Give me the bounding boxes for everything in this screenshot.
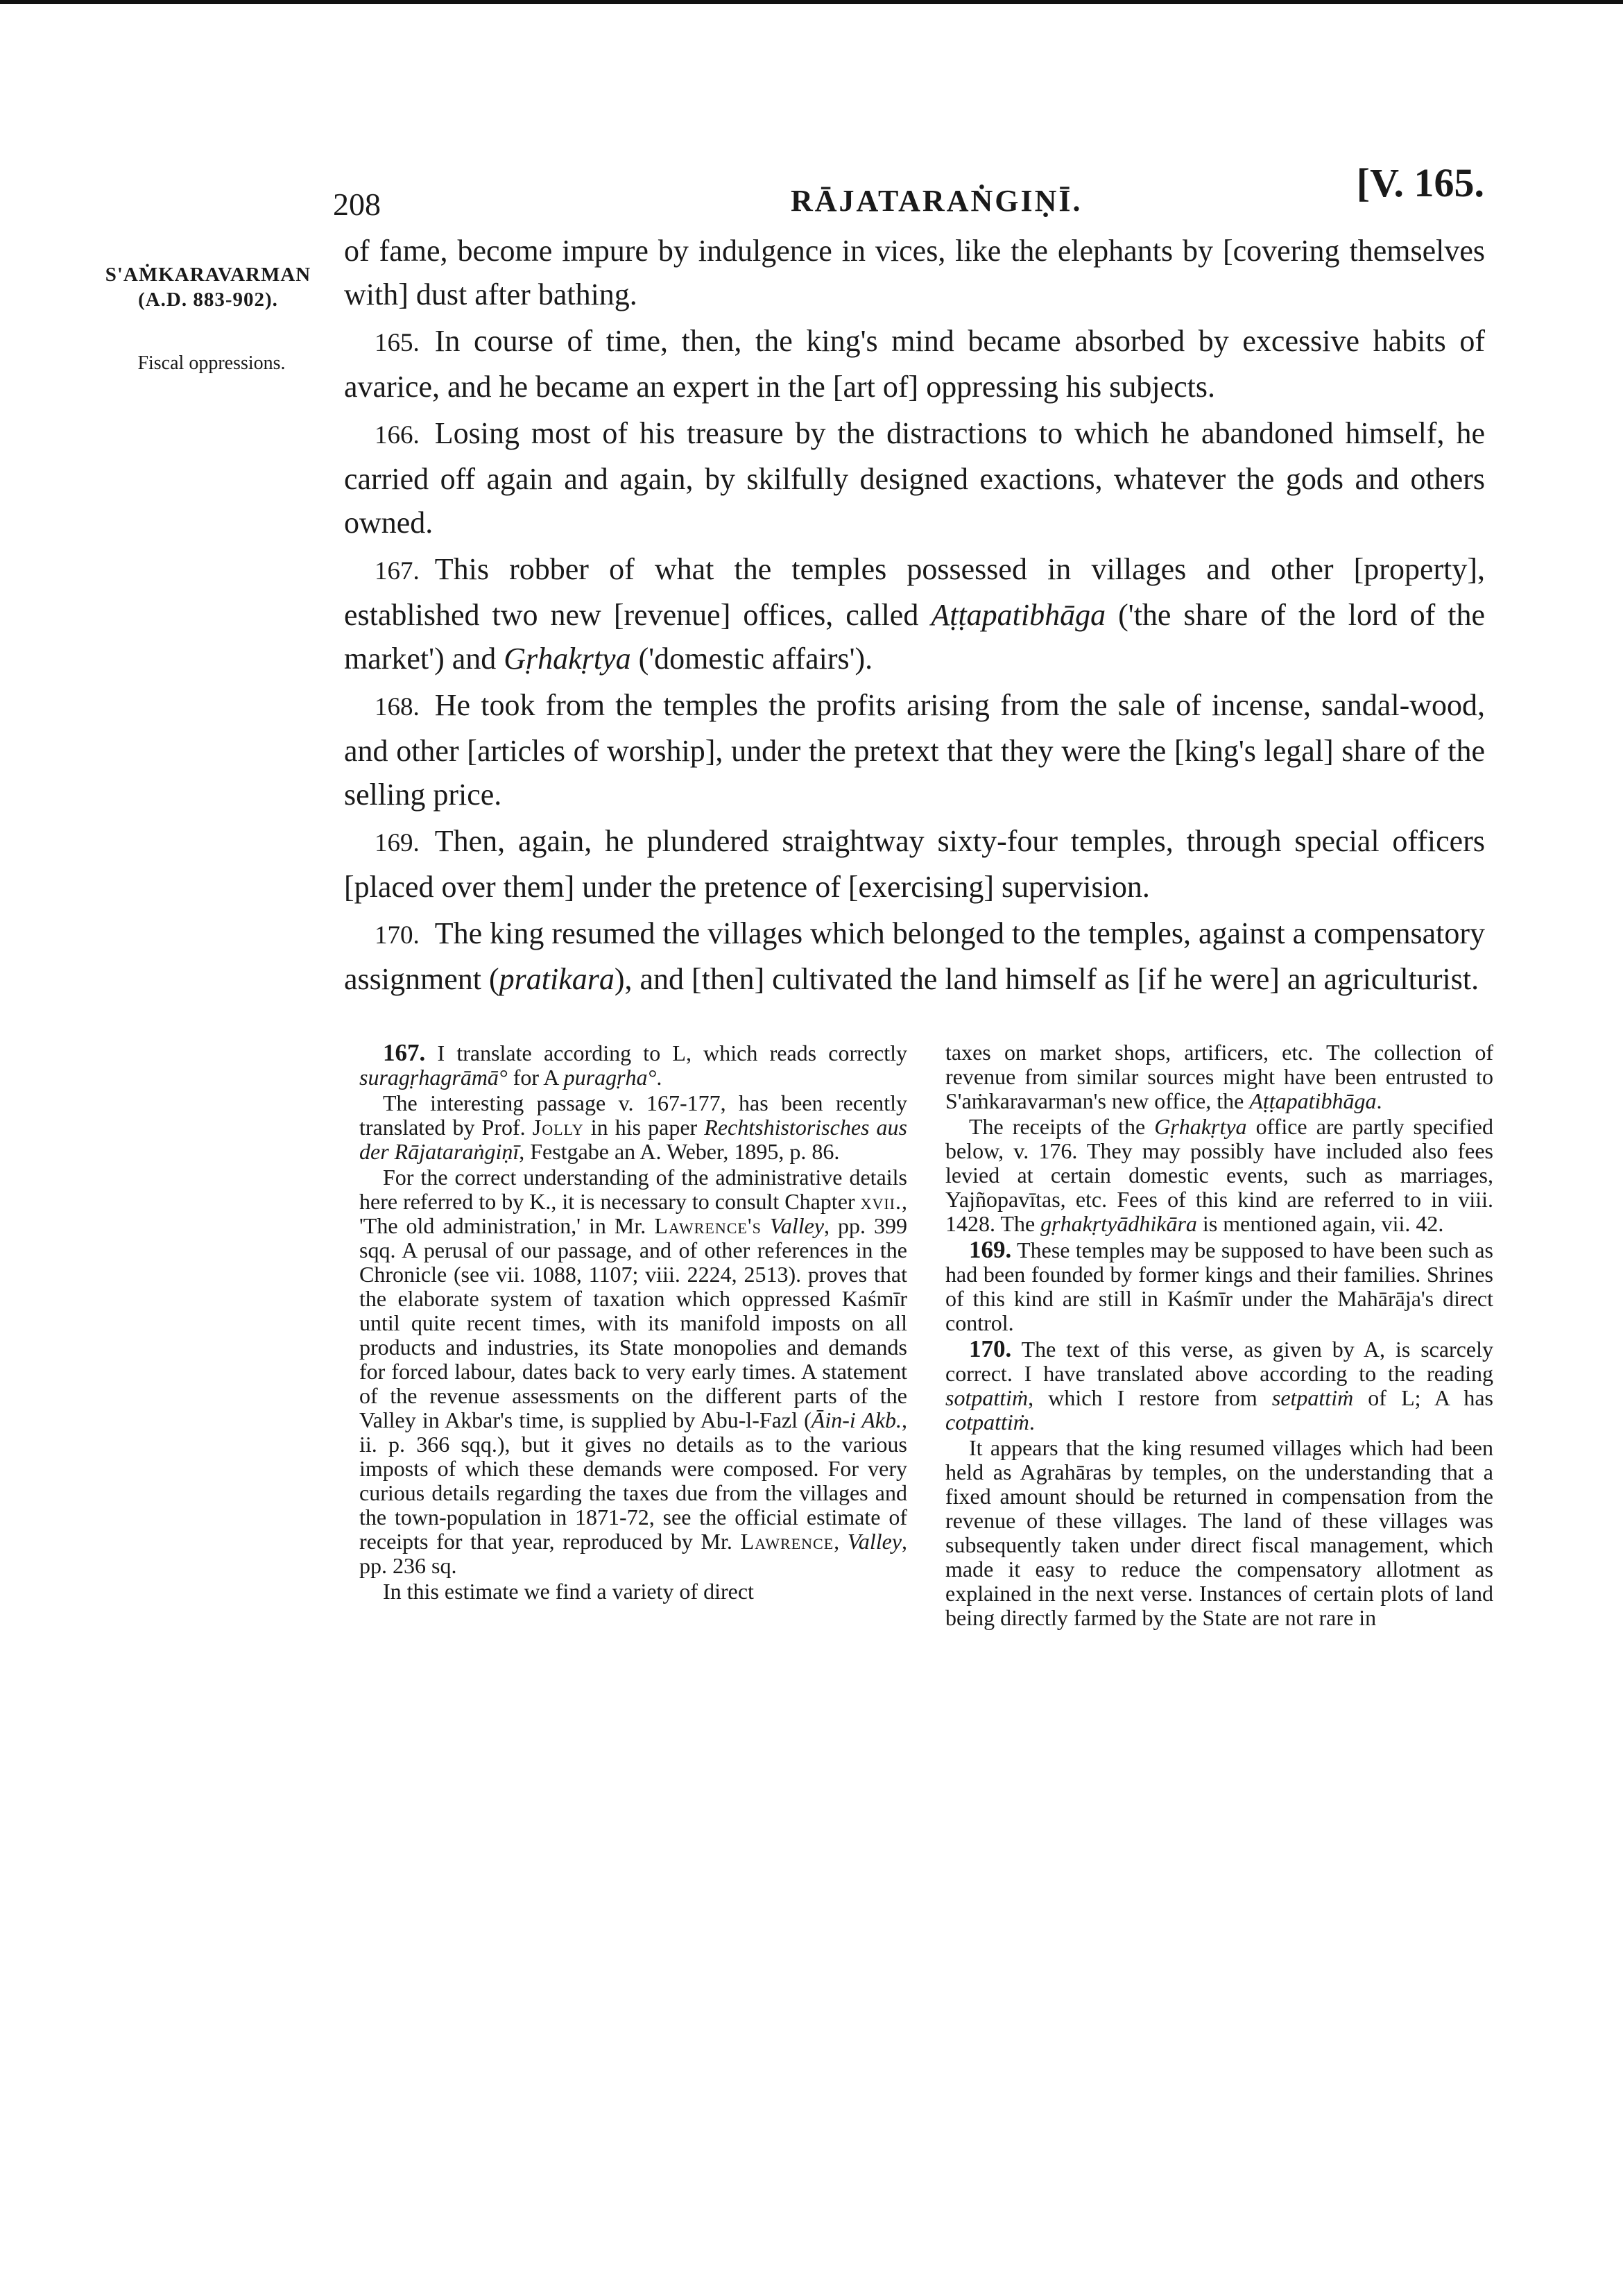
note-167-p6 <box>945 1115 1493 1236</box>
note-167-p3 <box>359 1165 907 1578</box>
note-text: , 'The old administration,' in Mr. <box>359 1189 907 1238</box>
verse-169 <box>344 819 1485 909</box>
italic-title: Āin-i Akb. <box>811 1407 902 1432</box>
note-text: , which I restore from <box>1028 1385 1272 1410</box>
author-name: Lawrence <box>740 1529 834 1554</box>
verse-168 <box>344 683 1485 816</box>
verse-number: 170. <box>375 921 420 950</box>
note-text: . <box>1376 1088 1382 1113</box>
note-text: . <box>1029 1410 1035 1434</box>
verse-number: 166. <box>375 421 420 449</box>
verse-165 <box>344 319 1485 409</box>
note-text: , pp. 236 sq. <box>359 1529 908 1578</box>
italic-term: puragṛha° <box>563 1065 657 1090</box>
note-text: is mentioned again, vii. 42. <box>1196 1211 1444 1236</box>
author-name: Jolly <box>532 1115 584 1140</box>
verse-text: Losing most of his treasure by the distractions to which he abandoned himself, he carried off again and again, by skilfully designed exactions, whatever the gods and others owned. <box>344 416 1485 540</box>
note-167-p5 <box>945 1040 1493 1113</box>
footnotes <box>359 1040 1497 1901</box>
note-text: . <box>656 1065 662 1090</box>
margin-topic-note: Fiscal oppressions. <box>137 352 286 374</box>
note-text: for A <box>507 1065 564 1090</box>
note-text: These temples may be supposed to have been such as had been founded by former kings and their families. Shrines of this kind are still in Kaśmīr under the Mahārāja's direct control. <box>945 1237 1494 1335</box>
note-text: , pp. 399 sqq. A perusal of our passage, and of other references in the Chronicle (see vii. 1088, 1107; viii. 2224, 2513). proves that the elaborate system of taxation which oppressed Kaśmīr until quite recent times, with its manifold imposts on all products and industries, its State monopolies and demands for forced labour, dates back to very early times. A statement of the revenue assessments on the different parts of the Valley in Akbar's time, is supplied by Abu-l-Fazl ( <box>359 1213 908 1432</box>
italic-title: Valley <box>847 1529 902 1554</box>
italic-term: pratikara <box>499 962 615 996</box>
italic-title: Rechtshistorisches aus der Rājataraṅgiṇī <box>359 1115 908 1164</box>
note-text: , Festgabe an A. Weber, 1895, p. 86. <box>519 1139 840 1164</box>
note-167-p1 <box>359 1040 907 1090</box>
note-number: 167. <box>383 1039 426 1066</box>
italic-term: Aṭṭapatibhāga <box>931 598 1106 632</box>
verse-text: ('the share of the lord of the market') and <box>344 598 1486 676</box>
verse-167 <box>344 547 1485 680</box>
ruler-name: S'AṀKARAVARMAN <box>105 264 311 286</box>
note-167-p2 <box>359 1091 907 1164</box>
note-text: taxes on market shops, artificers, etc. The collection of revenue from similar sources might have been entrusted to S'aṁkaravarman's new office, the <box>945 1040 1493 1113</box>
top-border-line <box>0 0 1623 4</box>
verse-text: The king resumed the villages which belonged to the temples, against a compensatory assignment ( <box>344 916 1485 996</box>
verse-number: 169. <box>375 829 420 857</box>
ruler-dates: (A.D. 883-902). <box>138 289 278 311</box>
italic-term: cotpattiṁ <box>945 1410 1029 1434</box>
italic-title: Valley <box>769 1213 825 1238</box>
note-170-p1 <box>945 1337 1493 1434</box>
verse-number: 165. <box>375 329 420 357</box>
italic-term: setpattiṁ <box>1271 1385 1354 1410</box>
notes-column-right <box>945 1040 1493 1631</box>
verse-text: In course of time, then, the king's mind became absorbed by excessive habits of avarice, and he became an expert in the [art of] oppressing his subjects. <box>344 324 1485 404</box>
note-text: The interesting passage v. 167-177, has been recently translated by Prof. <box>359 1090 907 1140</box>
verse-number: 168. <box>375 693 420 721</box>
page-number: 208 <box>333 187 381 222</box>
note-text: For the correct understanding of the administrative details here referred to by K., it is necessary to consult Chapter <box>359 1165 907 1214</box>
note-169 <box>945 1237 1493 1335</box>
italic-term: Gṛhakṛtya <box>1154 1114 1247 1139</box>
verse-166 <box>344 411 1485 545</box>
italic-term: Aṭṭapatibhāga <box>1249 1088 1377 1113</box>
note-text: , <box>834 1529 848 1554</box>
continuation-paragraph: of fame, become impure by indulgence in vices, like the elephants by [covering themselves with] dust after bathing. <box>344 234 1485 311</box>
note-number: 170. <box>969 1335 1012 1362</box>
verse-170 <box>344 911 1485 1001</box>
note-170-p2: It appears that the king resumed villages which had been held as Agrahāras by temples, on the understanding that a fixed amount should be returned in compensation from the revenue of these villages. The land of these villages was subsequently taken under direct fiscal management, which made it easy to reduce the compensatory allotment as explained in the next verse. Instances of certain plots of land being directly farmed by the State are not rare in <box>945 1435 1493 1630</box>
verse-text: This robber of what the temples possessed in villages and other [property], established two new [revenue] offices, called <box>344 552 1485 632</box>
note-167-p4: In this estimate we find a variety of direct <box>383 1579 754 1604</box>
italic-term: Gṛhakṛtya <box>504 642 631 676</box>
note-text: of L; A has <box>1353 1385 1494 1410</box>
italic-term: gṛhakṛtyādhikāra <box>1040 1211 1197 1236</box>
note-text: I translate according to L, which reads correctly <box>437 1040 908 1065</box>
note-text: in his paper <box>583 1115 705 1140</box>
margin-ruler-note <box>104 262 312 312</box>
running-title: RĀJATARAṄGIṆĪ. <box>791 184 1083 218</box>
chapter-ref: xvii. <box>860 1189 902 1214</box>
italic-term: suragṛhagrāmā° <box>359 1065 508 1090</box>
section-reference: [V. 165. <box>1356 160 1484 205</box>
note-text: office are partly specified below, v. 176. They may possibly have included also fees levied at certain domestic events, such as marriages, Yajñopavītas, etc. Fees of this kind are referred to in viii. 1428. The <box>945 1114 1494 1236</box>
verse-text: Then, again, he plundered straightway sixty-four temples, through special officers [placed over them] under the pretence of [exercising] supervision. <box>344 824 1485 904</box>
notes-column-left <box>359 1040 907 1605</box>
note-text: , ii. p. 366 sqq.), but it gives no details as to the various imposts of which these demands were composed. For very curious details regarding the taxes due from the villages and the town-population in 1871-72, see the official estimate of receipts for that year, reproduced by Mr. <box>359 1407 908 1554</box>
italic-term: sotpattiṁ <box>945 1385 1029 1410</box>
author-name: Lawrence's <box>654 1213 762 1238</box>
main-text <box>344 229 1485 1001</box>
note-text: The text of this verse, as given by A, is scarcely correct. I have translated above according to the reading <box>945 1337 1494 1386</box>
verse-text: ('domestic affairs'). <box>630 642 873 676</box>
verse-text: He took from the temples the profits arising from the sale of incense, sandal-wood, and other [articles of worship], under the pretext that they were the [king's legal] share of the selling price. <box>344 688 1485 812</box>
verse-number: 167. <box>375 557 420 585</box>
note-number: 169. <box>969 1236 1012 1263</box>
page-header <box>333 153 1484 222</box>
note-text: The receipts of the <box>969 1114 1155 1139</box>
verse-text: ), and [then] cultivated the land himself as [if he were] an agriculturist. <box>614 962 1479 996</box>
